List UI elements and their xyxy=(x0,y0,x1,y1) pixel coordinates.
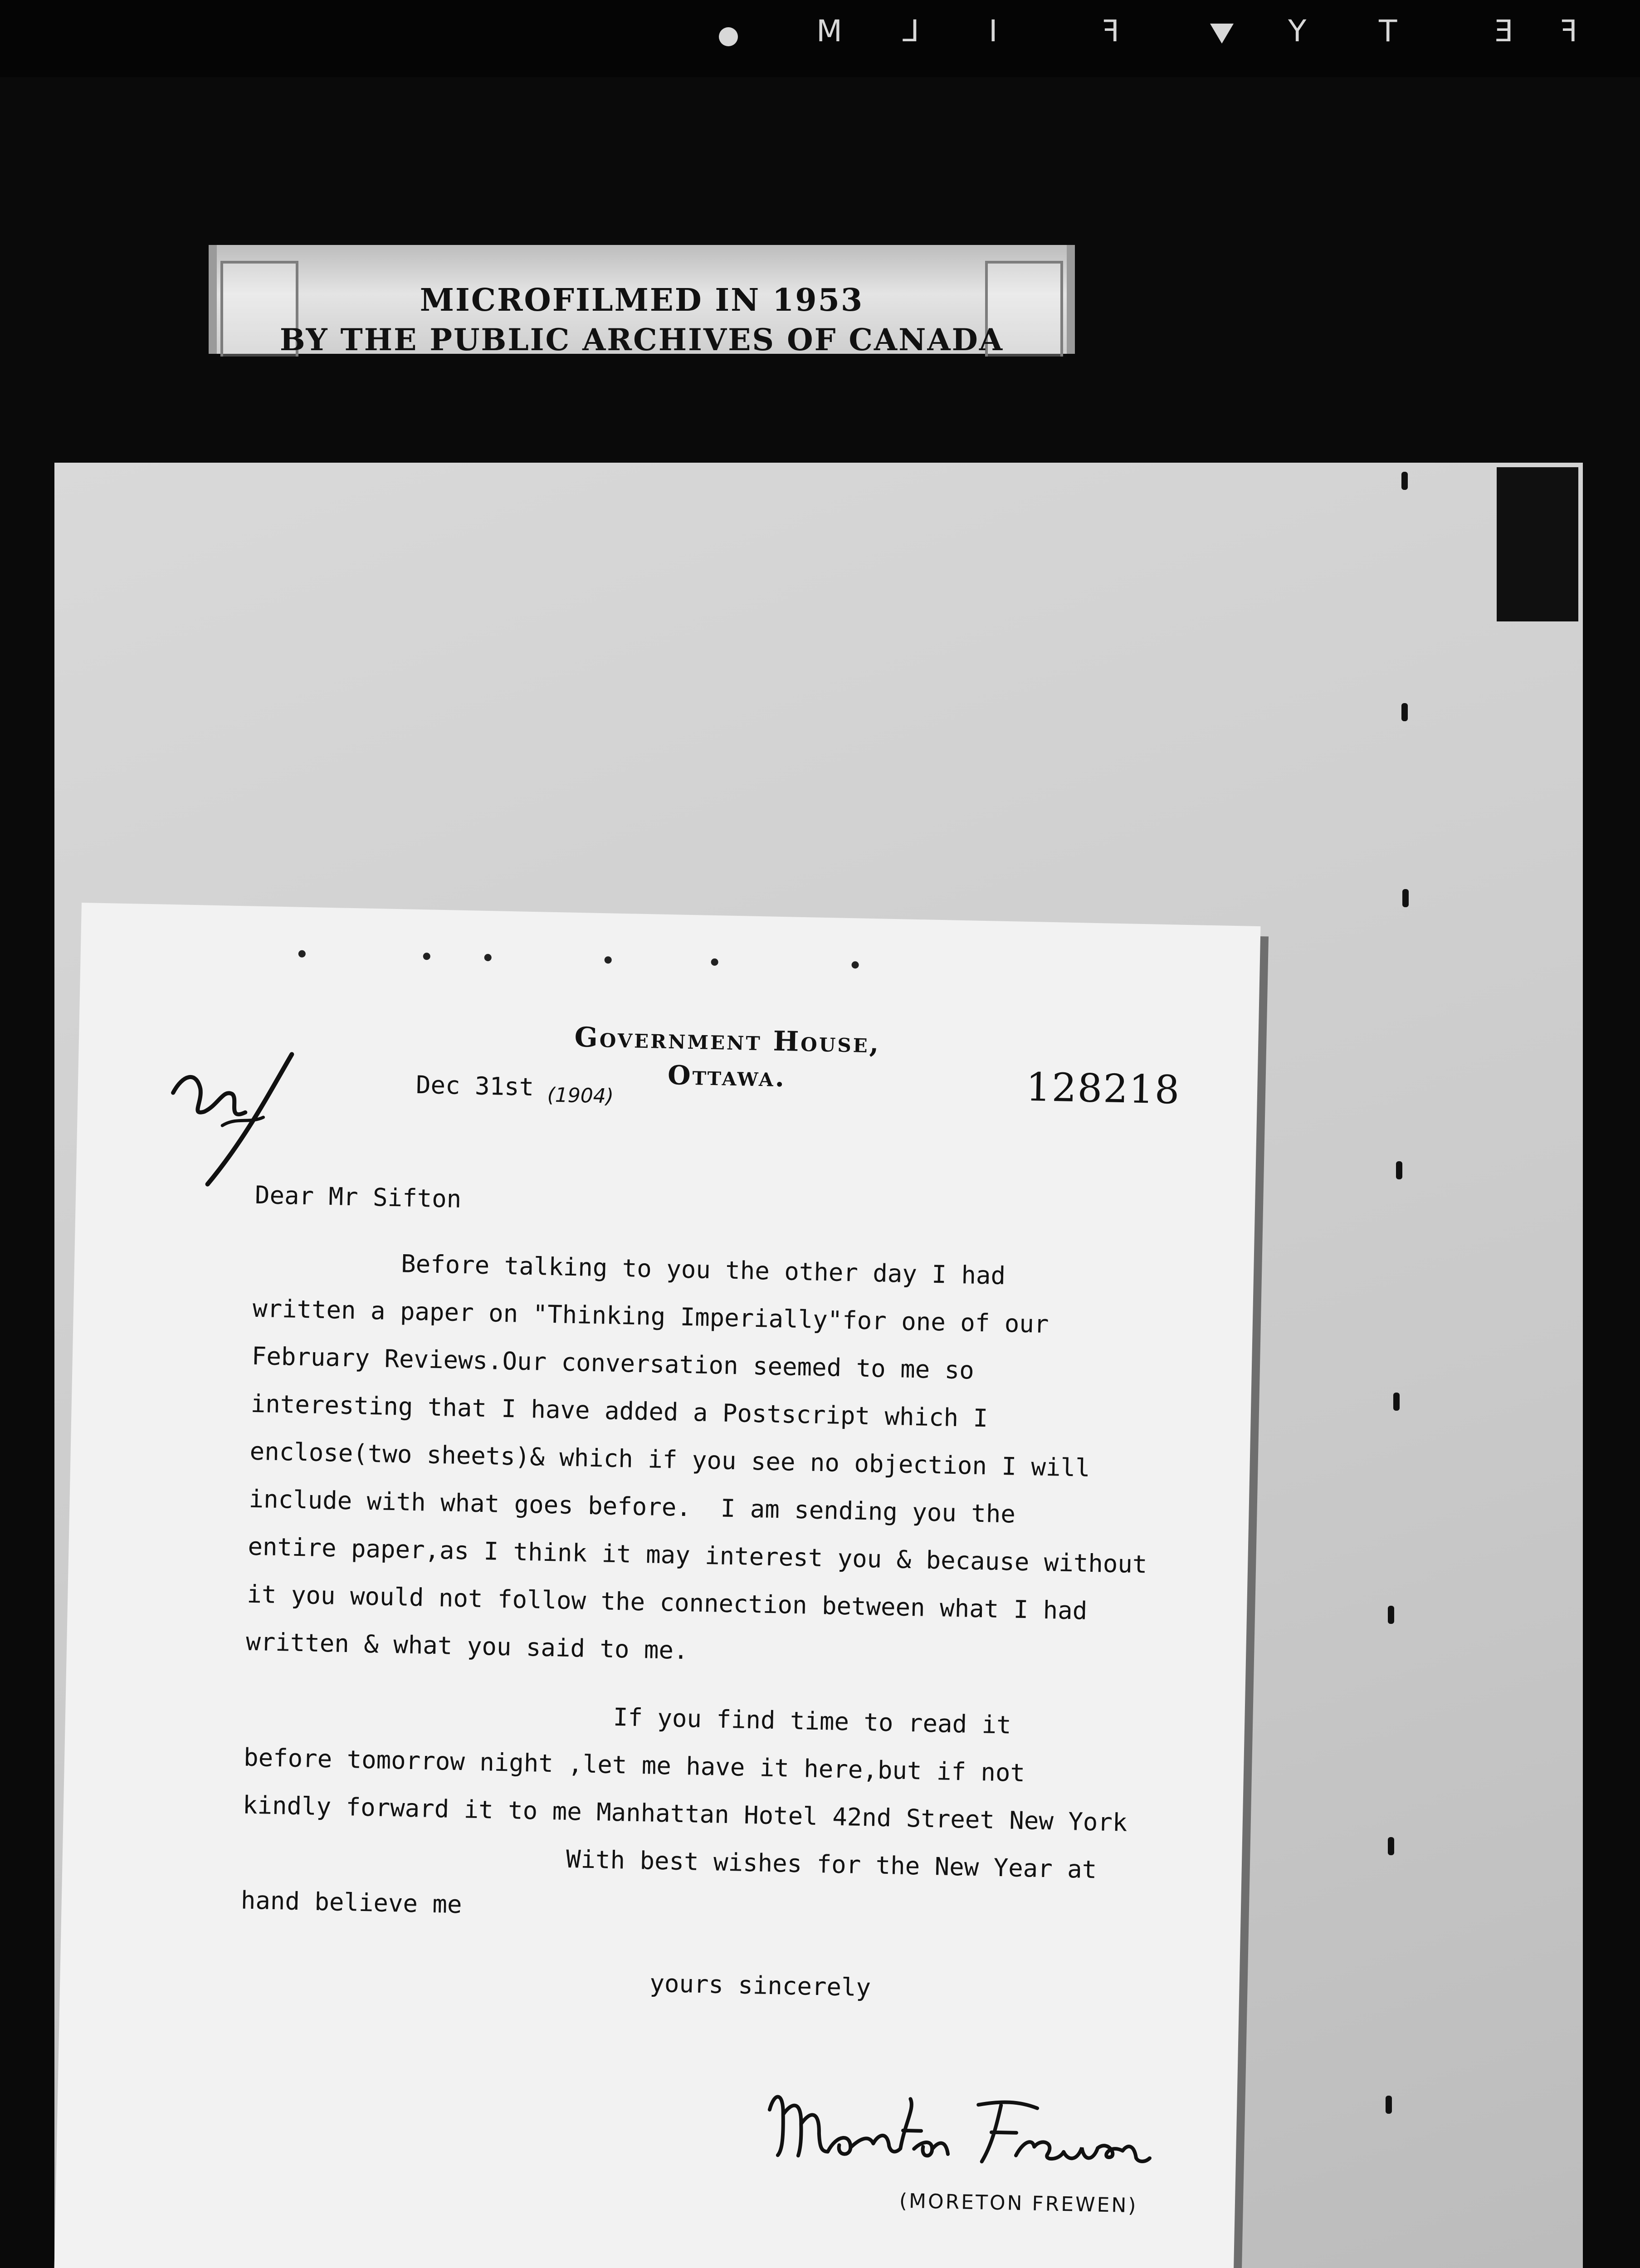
film-edge-letter: F xyxy=(1560,14,1577,49)
body-line: written a paper on "Thinking Imperially"for one of our xyxy=(252,1294,1049,1339)
handwritten-year-note: (1904) xyxy=(547,1083,614,1108)
body-line: it you would not follow the connection between what I had xyxy=(246,1579,1088,1625)
film-edge-strip xyxy=(0,0,1640,77)
letter-date: Dec 31st xyxy=(415,1070,534,1102)
signature-text: Moreton Frewen xyxy=(766,2082,770,2083)
body-line: before tomorrow night ,let me have it here,but if not xyxy=(243,1743,1025,1788)
salutation: Dear Mr Sifton xyxy=(254,1180,462,1213)
film-edge-letter: F xyxy=(1102,14,1119,49)
printed-name-note: (MORETON FREWEN) xyxy=(899,2189,1138,2218)
punch-mark xyxy=(1386,2096,1392,2114)
punch-mark xyxy=(1401,472,1408,490)
body-line: hand believe me xyxy=(240,1886,463,1919)
body-line: If you find time to read it xyxy=(244,1695,1012,1740)
film-edge-letter: I xyxy=(989,14,998,49)
film-edge-dot-mark xyxy=(719,27,738,46)
film-edge-triangle-mark xyxy=(1210,24,1234,44)
body-line: enclose(two sheets)& which if you see no objection I will xyxy=(249,1437,1091,1482)
punch-mark xyxy=(1402,889,1409,907)
letterhead-city: Ottawa. xyxy=(667,1060,786,1093)
punch-mark xyxy=(1388,1606,1394,1624)
banner-title: MICROFILMED IN 1953 xyxy=(420,282,864,318)
banner-subtitle: BY THE PUBLIC ARCHIVES OF CANADA xyxy=(279,322,1004,354)
punch-mark xyxy=(1396,1161,1402,1179)
film-edge-letter: Y xyxy=(1288,14,1307,49)
body-line: kindly forward it to me Manhattan Hotel 42nd Street New York xyxy=(242,1790,1128,1837)
film-edge-letter: M xyxy=(816,14,842,49)
letter-page xyxy=(52,903,1261,2268)
film-edge-letter: E xyxy=(1494,14,1513,49)
punch-mark xyxy=(1401,703,1408,721)
film-edge-letter: L xyxy=(903,14,919,49)
body-line: With best wishes for the New Year at xyxy=(241,1838,1097,1884)
body-line: interesting that I have added a Postscript which I xyxy=(250,1389,988,1433)
letterhead-title: Government House, xyxy=(574,1021,881,1060)
punch-mark xyxy=(1388,1837,1394,1855)
punch-mark xyxy=(1393,1393,1400,1411)
body-line: entire paper,as I think it may interest you & because without xyxy=(247,1532,1147,1579)
body-line: February Reviews.Our conversation seemed to me so xyxy=(251,1341,975,1385)
microfilm-archive-banner xyxy=(209,245,1075,354)
mount-board-tab xyxy=(1497,467,1578,621)
body-line: include with what goes before. I am sending you the xyxy=(249,1484,1016,1529)
closing: yours sincerely xyxy=(649,1969,871,2002)
handwritten-initials-mark xyxy=(153,1024,301,1190)
film-edge-letter: T xyxy=(1379,14,1397,49)
handwritten-signature xyxy=(764,2082,1155,2172)
body-line: Before talking to you the other day I had xyxy=(253,1246,1006,1290)
archive-file-number: 128218 xyxy=(1025,1064,1181,1113)
body-line: written & what you said to me. xyxy=(245,1627,689,1665)
